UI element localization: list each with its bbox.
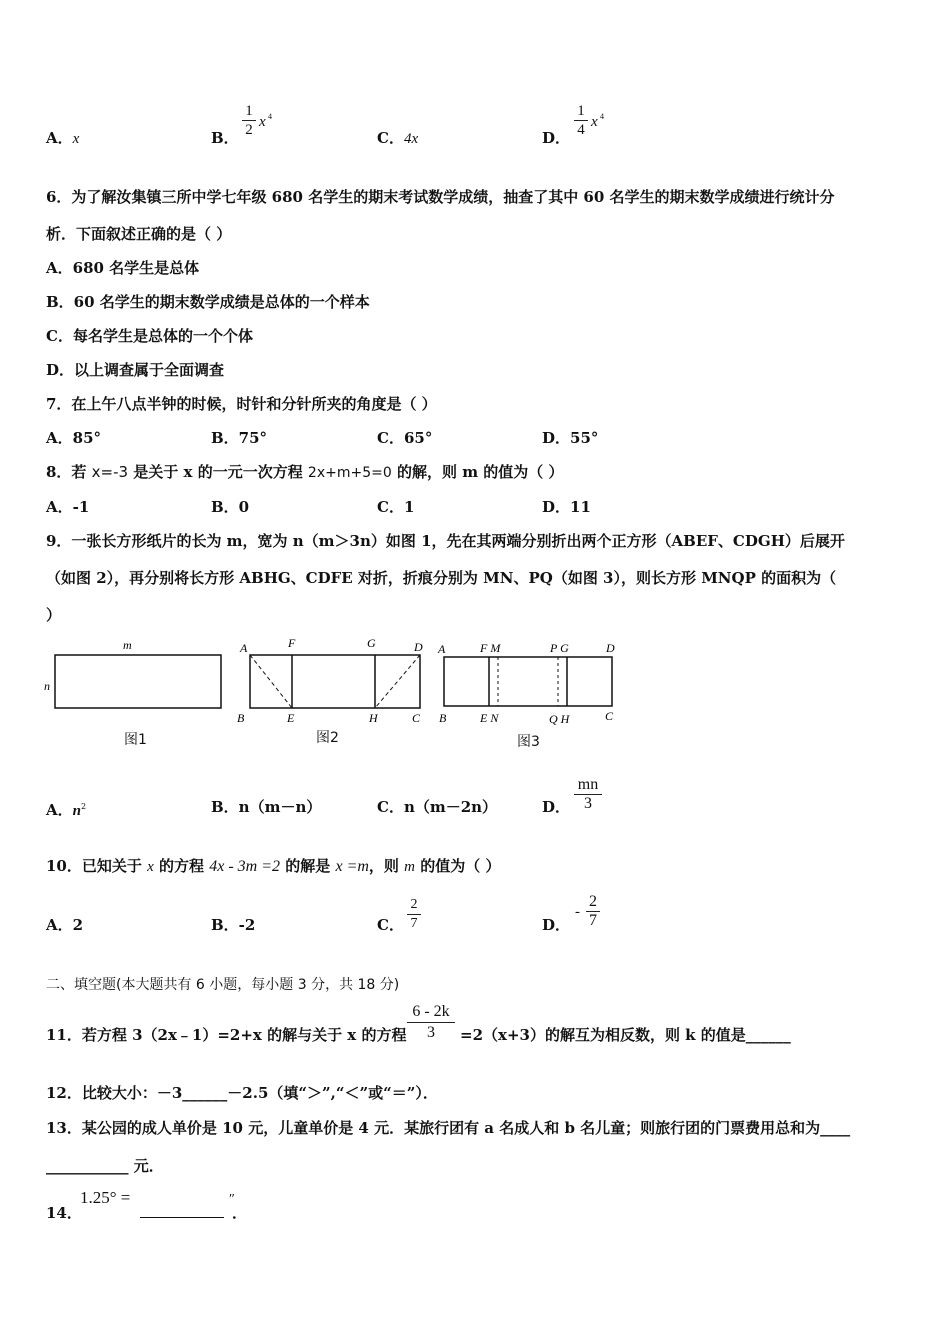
figure-2-fold-ae: [250, 655, 292, 708]
q6-option-d: D．以上调查属于全面调查: [46, 361, 225, 379]
figure-3-caption: 图3: [517, 734, 540, 750]
figure-1: [44, 638, 221, 708]
figure-3-rectangle: [444, 657, 612, 706]
q13-stem-line1: 13．某公园的成人单价是 10 元，儿童单价是 4 元．某旅行团有 a 名成人和 b 名儿童；则旅行团的门票费用总和为____: [46, 1119, 851, 1137]
figure-3-label-pg: P G: [550, 641, 569, 655]
q5-option-d-exp: 4: [600, 112, 604, 121]
figure-2-label-d: D: [414, 640, 423, 654]
figure-2-label-b: B: [237, 711, 245, 725]
q8-option-b: B．0: [211, 498, 250, 516]
q5-option-d-fraction: 1 4: [574, 102, 588, 139]
q6-option-b: B．60 名学生的期末数学成绩是总体的一个样本: [46, 293, 370, 311]
section-2-heading: 二、填空题(本大题共有 6 小题，每小题 3 分，共 18 分): [46, 977, 400, 993]
q9-stem-line2: （如图 2），再分别将长方形 ABHG、CDFE 对折，折痕分别为 MN、PQ（如图 3），则长方形 MNQP 的面积为（: [46, 569, 837, 587]
q10-option-c-fraction: 2 7: [407, 896, 421, 933]
figure-3-label-d: D: [606, 641, 615, 655]
q14-end: ．: [232, 1204, 248, 1222]
figure-2-rectangle: [250, 655, 420, 708]
q13-stem-line2: ___________ 元．: [46, 1157, 164, 1175]
q14-label: 14．: [46, 1204, 82, 1222]
figure-1-caption: 图1: [124, 732, 147, 748]
q9-option-d-label: D．: [542, 798, 571, 816]
figure-2-label-g: G: [367, 636, 376, 650]
q9-stem-line1: 9．一张长方形纸片的长为 m，宽为 n（m＞3n）如图 1，先在其两端分别折出两个正方形（ABEF、CDGH）后展开: [46, 532, 845, 550]
figure-3-label-fm: F M: [480, 641, 501, 655]
figure-1-label-n: n: [44, 679, 50, 693]
q12-stem: 12．比较大小：－3______－2.5（填“＞”,“＜”或“＝”）．: [46, 1084, 438, 1102]
q9-option-a: A．$n^2$: [46, 801, 87, 819]
figure-2: [237, 636, 423, 725]
q14-unit: ″: [229, 1192, 235, 1207]
figure-3-label-qh: Q H: [549, 712, 570, 726]
q5-option-d-label: D．: [542, 129, 571, 147]
q11-stem-post: =2（x+3）的解互为相反数，则 k 的值是______: [460, 1026, 791, 1044]
q8-option-d: D．11: [542, 498, 591, 516]
q7-option-a: A．85°: [46, 429, 102, 447]
figure-2-label-f: F: [288, 636, 296, 650]
q9-stem-line3: ）: [46, 606, 62, 624]
figure-1-label-m: m: [123, 638, 132, 652]
q5-option-b-exp: 4: [268, 112, 272, 121]
q5-option-b-var: x: [259, 114, 266, 130]
figure-2-label-a: A: [240, 641, 248, 655]
q5-option-b-label: B．: [211, 129, 239, 147]
figure-3-label-en: E N: [480, 711, 499, 725]
q6-stem-line1: 6．为了解汝集镇三所中学七年级 680 名学生的期末考试数学成绩，抽查了其中 60 名学生的期末数学成绩进行统计分: [46, 188, 835, 206]
q8-stem: 8．若 x=-3 是关于 x 的一元一次方程 2x+m+5=0 的解，则 m 的值为（ ）: [46, 463, 564, 481]
q11-fraction: 6 - 2k 3: [407, 1002, 455, 1043]
q6-option-a: A．680 名学生是总体: [46, 259, 200, 277]
q10-option-b: B．-2: [211, 916, 256, 934]
q10-option-a: A．2: [46, 916, 84, 934]
q6-stem-line2: 析．下面叙述正确的是（ ）: [46, 225, 232, 243]
figure-2-label-h: H: [369, 711, 378, 725]
q10-option-d-fraction: 2 7: [586, 893, 600, 930]
q8-option-a: A．-1: [46, 498, 90, 516]
q7-option-c: C．65°: [377, 429, 433, 447]
figure-3-label-c: C: [605, 709, 614, 723]
figure-2-fold-dh: [375, 655, 420, 708]
figure-3-label-b: B: [439, 711, 447, 725]
figure-1-rectangle: [55, 655, 221, 708]
q10-stem: 10．已知关于 x 的方程 4x - 3m =2 的解是 x =m，则 m 的值为（ ）: [46, 857, 501, 875]
q5-option-a: A．x: [46, 129, 80, 147]
q5-option-c: C．4x: [377, 129, 419, 147]
figure-2-caption: 图2: [316, 730, 339, 746]
q8-option-c: C．1: [377, 498, 415, 516]
q10-option-d-sign: -: [575, 904, 580, 920]
q10-option-c-label: C．: [377, 916, 404, 934]
q10-option-d-label: D．: [542, 916, 571, 934]
q14-answer-blank[interactable]: [140, 1217, 224, 1218]
q7-option-d: D．55°: [542, 429, 599, 447]
figure-3-label-a: A: [438, 642, 446, 656]
figure-2-label-c: C: [412, 711, 421, 725]
q7-stem: 7．在上午八点半钟的时候，时针和分针所夹的角度是（ ）: [46, 395, 437, 413]
q14-expression: 1.25° =: [80, 1188, 131, 1207]
q7-option-b: B．75°: [211, 429, 268, 447]
q6-option-c: C．每名学生是总体的一个个体: [46, 327, 253, 345]
q9-option-b: B．n（m－n）: [211, 798, 322, 816]
figure-3: [437, 641, 615, 726]
q5-option-b-fraction: 1 2: [242, 102, 256, 139]
q9-option-c: C．n（m－2n）: [377, 798, 498, 816]
q11-stem-pre: 11．若方程 3（2x﹣1）=2+x 的解与关于 x 的方程: [46, 1026, 407, 1044]
q9-option-d-fraction: mn 3: [574, 776, 602, 813]
q5-option-d-var: x: [591, 114, 598, 130]
figure-2-label-e: E: [287, 711, 295, 725]
